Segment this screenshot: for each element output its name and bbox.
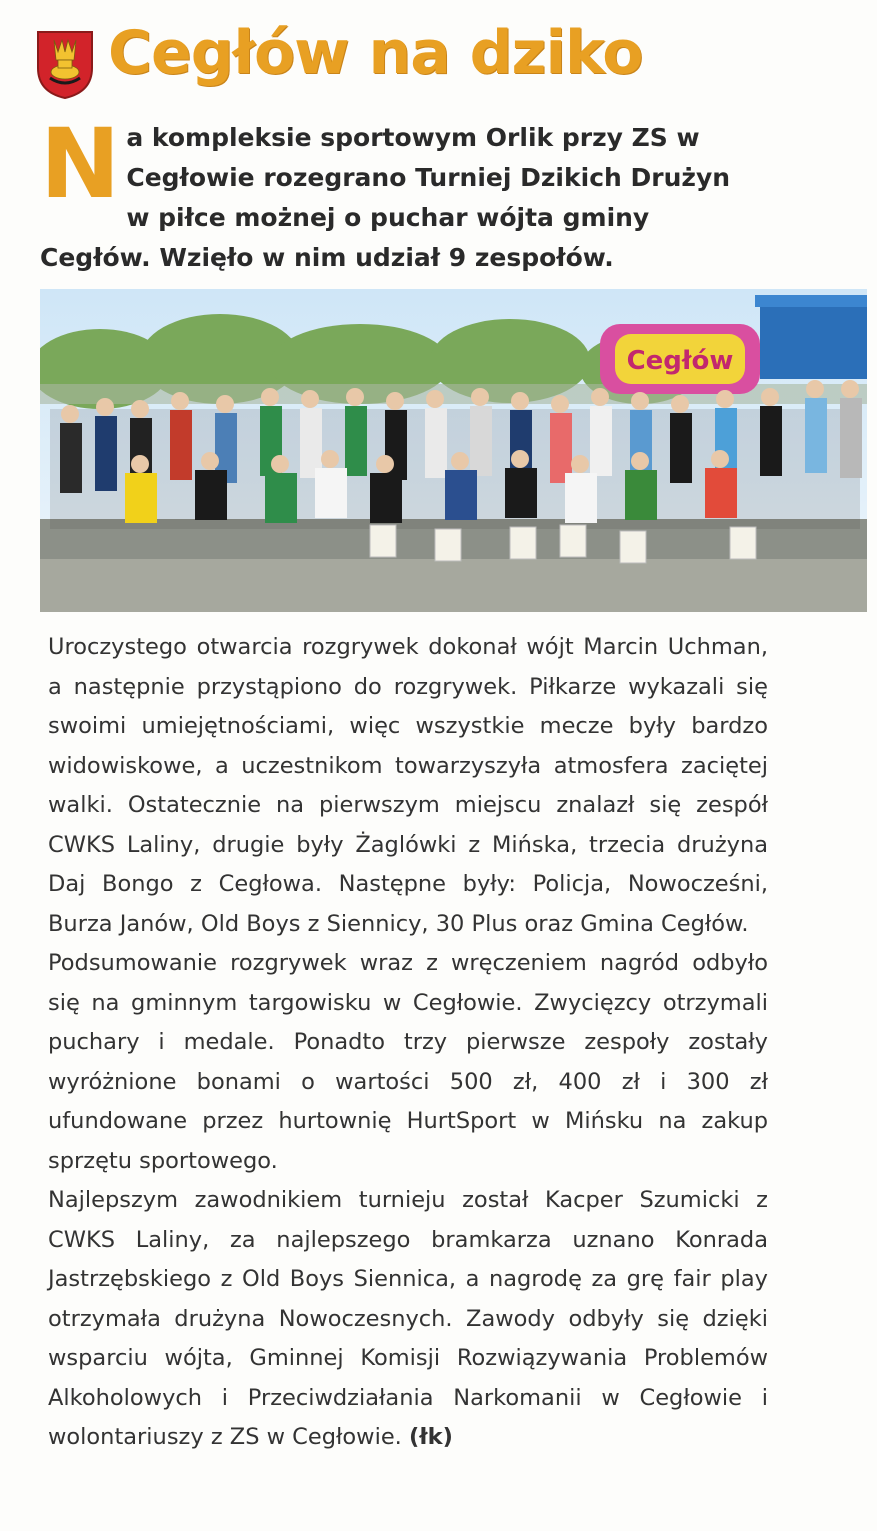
banner-text: Cegłów (626, 346, 734, 376)
body-paragraph-1: Uroczystego otwarcia rozgrywek dokonał wójt Marcin Uchman, a następnie przystąpiono do rozgrywek. Piłkarze wykazali się swoimi umiejętnościami, więc wszystkie mecze były bardzo widowiskowe, a uczestnikom towarzyszyła atmosfera zaciętej walki. Ostatecznie na pierwszym miejscu znalazł się zespół CWKS Laliny, drugie były Żaglówki z Mińska, trzecia drużyna Daj Bongo z Cegłowa. Następne były: Policja, Nowocześni, Burza Janów, Old Boys z Siennicy, 30 Plus oraz Gmina Cegłów. (48, 634, 768, 937)
article-headline: Cegłów na dziko (108, 18, 643, 88)
body-paragraph-3 (48, 1181, 768, 1458)
body-paragraph-2: Podsumowanie rozgrywek wraz z wręczeniem nagród odbyło się na gminnym targowisku w Cegłowie. Zwycięzcy otrzymali puchary i medale. Ponadto trzy pierwsze zespoły zostały wyróżnione bonami o wartości 500 zł, 400 zł i 300 zł ufundowane przez hurtownię HurtSport w Mińsku na zakup sprzętu sportowego. (48, 950, 768, 1174)
coat-of-arms-icon (36, 30, 94, 100)
lead-text: a kompleksie sportowym Orlik przy ZS w Cegłowie rozegrano Turniej Dzikich Drużyn w piłce możnej o puchar wójta gminy Cegłów. Wzięło w nim udział 9 zespołów. (40, 123, 731, 272)
article-body (48, 628, 768, 1458)
team-group-photo (40, 289, 867, 612)
drop-cap: N (40, 108, 121, 220)
author-signature: (łk) (408, 1424, 453, 1450)
article-lead (40, 108, 760, 278)
body-paragraph-3-text: Najlepszym zawodnikiem turnieju został Kacper Szumicki z CWKS Laliny, za najlepszego bramkarza uznano Konrada Jastrzębskiego z Old Boys Siennica, a nagrodę za grę fair play otrzymała drużyna Nowoczesnych. Zawody odbyły się dzięki wsparciu wójta, Gminnej Komisji Rozwiązywania Problemów Alkoholowych i Przeciwdziałania Narkomanii w Cegłowie i wolontariuszy z ZS w Cegłowie. (48, 1187, 768, 1450)
